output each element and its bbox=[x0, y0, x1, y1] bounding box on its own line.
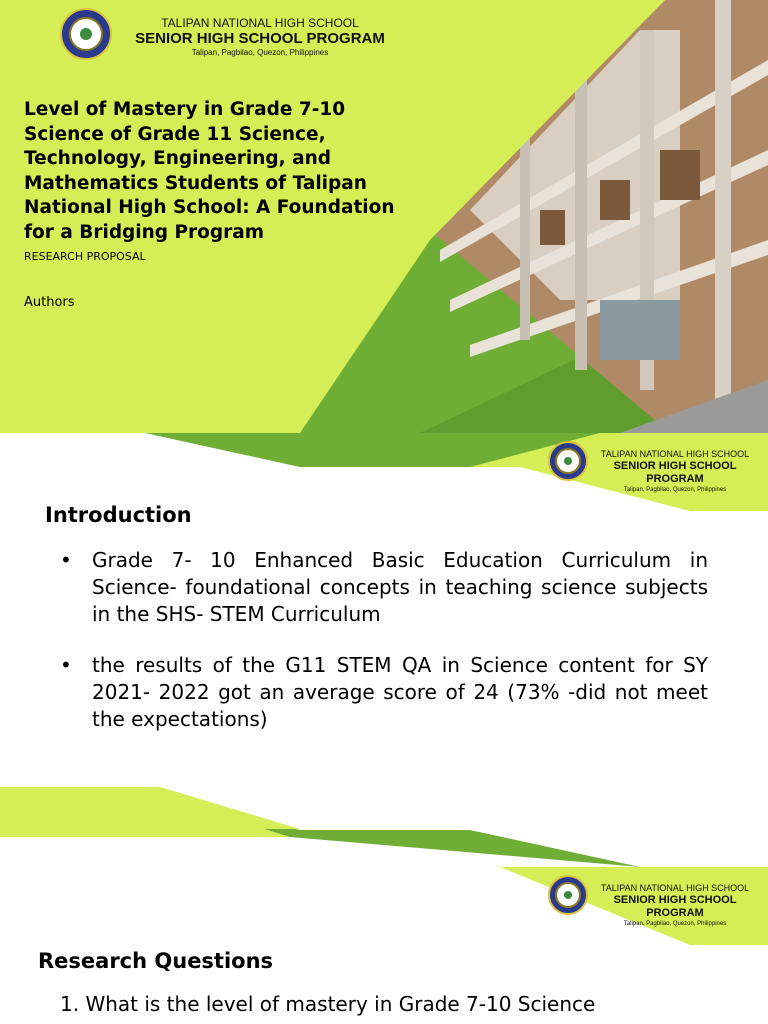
introduction-heading: Introduction bbox=[45, 503, 192, 527]
school-logo bbox=[548, 441, 588, 481]
program-name: SENIOR HIGH SCHOOL PROGRAM bbox=[613, 460, 737, 485]
list-item bbox=[60, 547, 708, 628]
school-header bbox=[585, 883, 765, 929]
school-name: TALIPAN NATIONAL HIGH SCHOOL bbox=[600, 449, 750, 459]
introduction-slide bbox=[0, 433, 768, 787]
presentation-title: Level of Mastery in Grade 7-10 Science of Grade 11 Science, Technology, Engineering, and Mathematics Students of Talipan National High School: A Foundation for a Bridging Program bbox=[24, 99, 395, 243]
introduction-bullet-list bbox=[60, 547, 708, 757]
presentation-subtitle: RESEARCH PROPOSAL bbox=[24, 250, 146, 263]
school-location: Talipan, Pagbilao, Quezon, Philippines bbox=[191, 48, 329, 57]
authors-label: Authors bbox=[24, 295, 75, 310]
research-questions-slide bbox=[0, 787, 768, 1024]
school-name: TALIPAN NATIONAL HIGH SCHOOL bbox=[600, 883, 750, 893]
bullet-text: the results of the G11 STEM QA in Science content for SY 2021- 2022 got an average score of 24 (73% -did not meet the expectations) bbox=[92, 653, 708, 731]
list-item: 1. What is the level of mastery in Grade 7-10 Science bbox=[60, 992, 596, 1016]
school-header bbox=[585, 449, 765, 495]
school-name: TALIPAN NATIONAL HIGH SCHOOL bbox=[161, 16, 359, 30]
bullet-icon: • bbox=[60, 548, 72, 572]
title-slide bbox=[0, 0, 768, 433]
school-logo bbox=[60, 8, 112, 60]
school-location: Talipan, Pagbilao, Quezon, Philippines bbox=[623, 921, 727, 927]
list-item bbox=[60, 652, 708, 733]
bullet-icon: • bbox=[60, 653, 72, 677]
school-header bbox=[110, 16, 410, 59]
program-name: SENIOR HIGH SCHOOL PROGRAM bbox=[135, 30, 385, 47]
research-questions-heading: Research Questions bbox=[38, 949, 274, 973]
school-location: Talipan, Pagbilao, Quezon, Philippines bbox=[623, 487, 727, 493]
program-name: SENIOR HIGH SCHOOL PROGRAM bbox=[613, 894, 737, 919]
school-logo bbox=[548, 875, 588, 915]
bullet-text: Grade 7- 10 Enhanced Basic Education Curriculum in Science- foundational concepts in teaching science subjects in the SHS- STEM Curriculum bbox=[92, 548, 708, 626]
research-questions-list bbox=[60, 991, 708, 1018]
